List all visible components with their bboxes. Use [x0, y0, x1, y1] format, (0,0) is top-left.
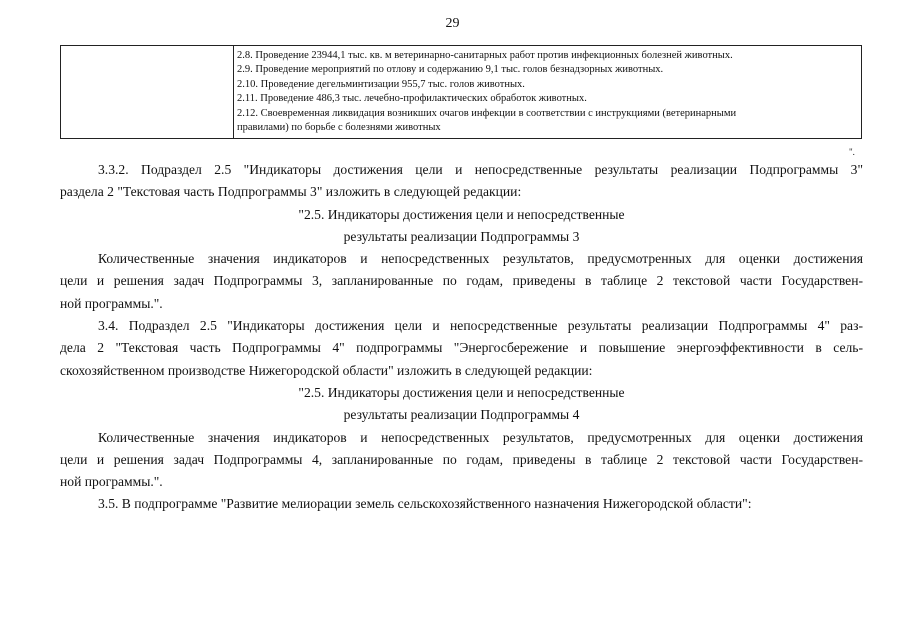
closing-quote: ". — [849, 147, 855, 157]
page-number: 29 — [445, 16, 460, 31]
heading-line: "2.5. Индикаторы достижения цели и непосредственные — [298, 384, 625, 400]
paragraph-line: 3.4. Подраздел 2.5 "Индикаторы достижения цели и непосредственные результаты реализации Подпрограммы 4" раз- — [98, 318, 863, 334]
heading-2-5-subprogram-3 — [60, 204, 863, 249]
table-item-2-8: 2.8. Проведение 23944,1 тыс. кв. м ветеринарно-санитарных работ против инфекционных болезней животных. — [237, 50, 733, 61]
table-item-2-11: 2.11. Проведение 486,3 тыс. лечебно-профилактических обработок животных. — [237, 93, 587, 105]
paragraph-line: 3.3.2. Подраздел 2.5 "Индикаторы достижения цели и непосредственные результаты реализации Подпрограммы 3" — [98, 162, 863, 177]
paragraph-line: 3.5. В подпрограмме "Развитие мелиорации земель сельскохозяйственного назначения Нижегородской области": — [98, 496, 752, 512]
paragraph-line: Количественные значения индикаторов и непосредственных результатов, предусмотренных для оценки достижения — [98, 429, 863, 445]
paragraph-line: раздела 2 "Текстовая часть Подпрограммы 3" изложить в следующей редакции: — [60, 184, 522, 200]
table-item-2-12-cont: правилами) по борьбе с болезнями животных — [237, 122, 441, 134]
paragraph-3-4 — [60, 315, 863, 382]
table-right-cell — [234, 46, 862, 139]
paragraph-line: цели и решения задач Подпрограммы 4, запланированные по годам, приведены в таблице 2 текстовой части Государствен- — [60, 451, 863, 467]
heading-line: результаты реализации Подпрограммы 4 — [343, 407, 580, 423]
paragraph-line: дела 2 "Текстовая часть Подпрограммы 4" подпрограммы "Энергосбережение и повышение энергоэффективности в сель- — [60, 340, 863, 356]
paragraph-indicators-4 — [60, 427, 863, 494]
paragraph-indicators-3 — [60, 248, 863, 315]
paragraph-line: Количественные значения индикаторов и непосредственных результатов, предусмотренных для оценки достижения — [98, 251, 863, 267]
paragraph-line: ной программы.". — [60, 295, 163, 311]
paragraph-line: ной программы.". — [60, 474, 163, 490]
paragraph-3-5 — [60, 493, 863, 515]
table-row — [61, 46, 862, 139]
table-left-cell — [61, 46, 234, 139]
paragraph-line: скохозяйственном производстве Нижегородской области" изложить в следующей редакции: — [60, 362, 593, 378]
table-item-2-9: 2.9. Проведение мероприятий по отлову и содержанию 9,1 тыс. голов безнадзорных животных. — [237, 64, 664, 76]
paragraph-line: цели и решения задач Подпрограммы 3, запланированные по годам, приведены в таблице 2 текстовой части Государствен- — [60, 273, 863, 289]
heading-line: результаты реализации Подпрограммы 3 — [343, 228, 580, 244]
continuation-table — [60, 45, 862, 139]
paragraph-3-3-2 — [60, 159, 863, 204]
heading-2-5-subprogram-4 — [60, 382, 863, 427]
table-item-2-10: 2.10. Проведение дегельминтизации 955,7 тыс. голов животных. — [237, 78, 525, 90]
heading-line: "2.5. Индикаторы достижения цели и непосредственные — [298, 206, 625, 222]
table-item-2-12: 2.12. Своевременная ликвидация возникших очагов инфекции в соответствии с инструкциями (ветеринарными — [237, 107, 737, 119]
document-body — [60, 159, 863, 516]
